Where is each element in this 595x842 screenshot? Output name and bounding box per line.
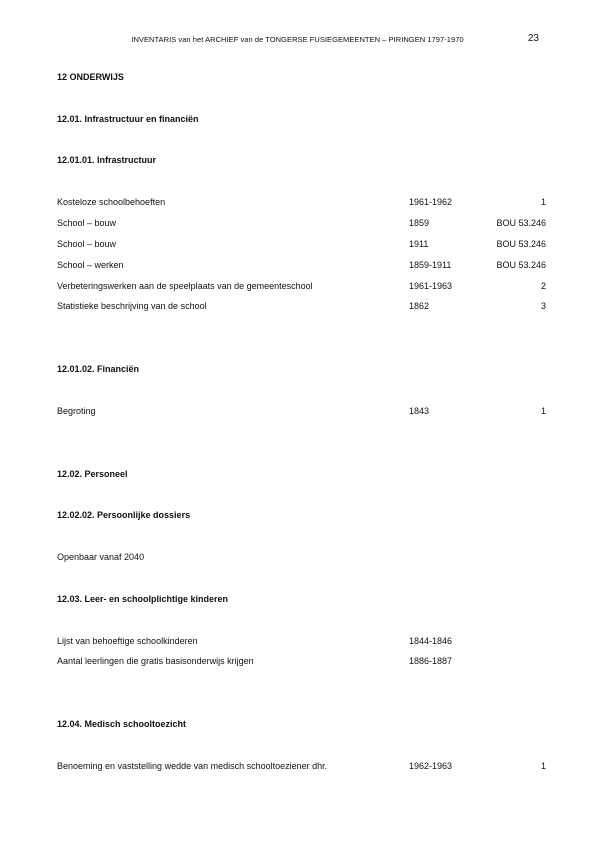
row-number: 1 — [540, 761, 546, 771]
row-years: 1859-1911 — [409, 260, 452, 270]
row-description: School – bouw — [57, 218, 117, 228]
row-years: 1843 — [409, 406, 430, 416]
row-description: Statistieke beschrijving van de school — [57, 301, 207, 311]
row-years: 1844-1846 — [409, 636, 453, 646]
chapter-heading: 12 ONDERWIJS — [57, 72, 124, 82]
row-years: 1862 — [409, 301, 430, 311]
inventory-row — [57, 636, 546, 650]
row-description: Lijst van behoeftige schoolkinderen — [57, 636, 198, 646]
inventory-row — [57, 218, 546, 232]
inventory-row — [57, 260, 546, 274]
section-heading-12-01: 12.01. Infrastructuur en financiën — [57, 114, 199, 124]
access-note: Openbaar vanaf 2040 — [57, 552, 145, 562]
section-heading-12-01-02: 12.01.02. Financiën — [57, 364, 140, 374]
section-heading-12-04: 12.04. Medisch schooltoezicht — [57, 719, 187, 729]
header-title: INVENTARIS van het ARCHIEF van de TONGERSE FUSIEGEMEENTEN – PIRINGEN 1797-1970 — [131, 35, 464, 44]
row-description: Benoeming en vaststelling wedde van medisch schooltoeziener dhr. — [57, 761, 328, 771]
row-number: 1 — [540, 406, 546, 416]
page-number: 23 — [527, 33, 539, 44]
row-number: BOU 53.246 — [496, 260, 546, 270]
row-years: 1859 — [409, 218, 430, 228]
row-number: BOU 53.246 — [496, 218, 546, 228]
inventory-row — [57, 301, 546, 315]
row-years: 1961-1962 — [409, 197, 453, 207]
row-description: Kosteloze schoolbehoeften — [57, 197, 166, 207]
row-description: School – werken — [57, 260, 124, 270]
row-number: 3 — [540, 301, 546, 311]
row-description: Verbeteringswerken aan de speelplaats van de gemeenteschool — [57, 281, 313, 291]
section-heading-12-02: 12.02. Personeel — [57, 469, 128, 479]
row-number: 1 — [540, 197, 546, 207]
inventory-row — [57, 761, 546, 775]
inventory-row — [57, 406, 546, 420]
row-description: Begroting — [57, 406, 96, 416]
row-number: 2 — [540, 281, 546, 291]
inventory-row — [57, 656, 546, 670]
row-description: School – bouw — [57, 239, 117, 249]
row-years: 1886-1887 — [409, 656, 453, 666]
row-years: 1961-1963 — [409, 281, 453, 291]
section-heading-12-01-01: 12.01.01. Infrastructuur — [57, 155, 157, 165]
section-heading-12-03: 12.03. Leer- en schoolplichtige kinderen — [57, 594, 229, 604]
row-number: BOU 53.246 — [496, 239, 546, 249]
row-years: 1962-1963 — [409, 761, 453, 771]
inventory-row — [57, 239, 546, 253]
page-header — [0, 35, 595, 49]
inventory-row — [57, 281, 546, 295]
row-years: 1911 — [409, 239, 429, 249]
row-description: Aantal leerlingen die gratis basisonderwijs krijgen — [57, 656, 254, 666]
section-heading-12-02-02: 12.02.02. Persoonlijke dossiers — [57, 510, 191, 520]
inventory-row — [57, 197, 546, 211]
